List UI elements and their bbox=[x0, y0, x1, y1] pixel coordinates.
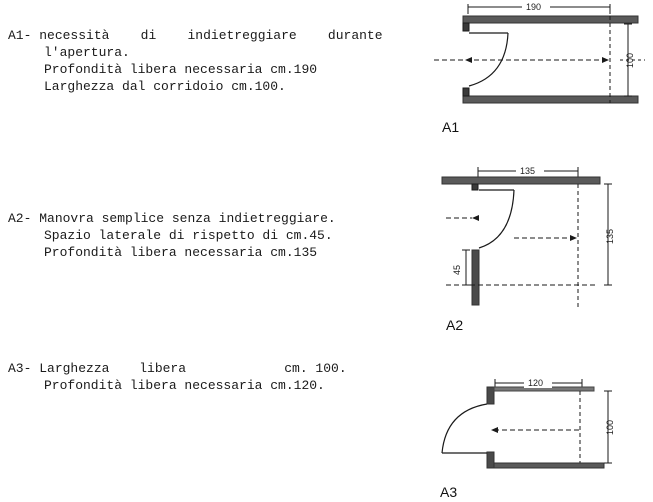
a3-bottom-wall bbox=[494, 463, 604, 468]
a2-jamb bbox=[472, 184, 478, 190]
a3-door-swing bbox=[442, 404, 487, 453]
a3-description bbox=[8, 360, 409, 394]
a3-jamb-top bbox=[487, 387, 494, 404]
a2-side-wall bbox=[472, 250, 479, 305]
a1-caption: A1 bbox=[442, 119, 460, 135]
a2-caption: A2 bbox=[446, 317, 464, 333]
a2-door-swing bbox=[479, 190, 514, 248]
a1-line-1 bbox=[8, 27, 383, 44]
a3-word: cm. 100. bbox=[284, 361, 347, 376]
a1-jamb bbox=[463, 23, 469, 31]
a2-code: A2- bbox=[8, 211, 32, 226]
a1-word: necessità bbox=[39, 28, 110, 43]
a3-jamb-bottom bbox=[487, 452, 494, 468]
a3-code: A3- bbox=[8, 361, 32, 376]
a2-text: Manovra semplice senza indietreggiare. bbox=[39, 211, 336, 226]
a3-word: Larghezza bbox=[39, 361, 110, 376]
a3-caption: A3 bbox=[440, 484, 458, 500]
diagram-a1 bbox=[420, 0, 645, 138]
a2-width-label: 135 bbox=[605, 228, 615, 244]
a1-width-label: 100 bbox=[625, 52, 635, 68]
a1-bottom-wall bbox=[463, 96, 638, 103]
a1-word: indietreggiare bbox=[187, 28, 297, 43]
a1-depth-label: 190 bbox=[526, 2, 542, 12]
a2-depth-label: 135 bbox=[520, 166, 536, 176]
a2-top-wall bbox=[442, 177, 600, 184]
a3-word: libera bbox=[139, 361, 187, 376]
a2-description bbox=[8, 210, 336, 261]
a3-depth-label: 120 bbox=[528, 378, 544, 388]
a1-top-wall bbox=[463, 16, 638, 23]
diagram-a3 bbox=[420, 375, 645, 502]
a2-side-label: 45 bbox=[452, 264, 462, 275]
a1-jamb bbox=[463, 88, 469, 96]
a1-line-3: Profondità libera necessaria cm.190 bbox=[44, 62, 318, 77]
a1-word: di bbox=[140, 28, 157, 43]
diagram-a2 bbox=[420, 160, 645, 335]
a2-line-1 bbox=[8, 210, 336, 227]
a3-width-label: 100 bbox=[605, 419, 615, 435]
a3-line-1 bbox=[8, 360, 409, 377]
a1-line-4: Larghezza dal corridoio cm.100. bbox=[44, 79, 286, 94]
a1-word: durante bbox=[327, 28, 383, 43]
a1-description bbox=[8, 27, 383, 95]
a1-line-2: l'apertura. bbox=[44, 45, 130, 60]
a3-line-2: Profondità libera necessaria cm.120. bbox=[44, 378, 325, 393]
a2-line-3: Profondità libera necessaria cm.135 bbox=[44, 245, 318, 260]
a2-line-2: Spazio laterale di rispetto di cm.45. bbox=[44, 228, 333, 243]
a1-code: A1- bbox=[8, 28, 32, 43]
